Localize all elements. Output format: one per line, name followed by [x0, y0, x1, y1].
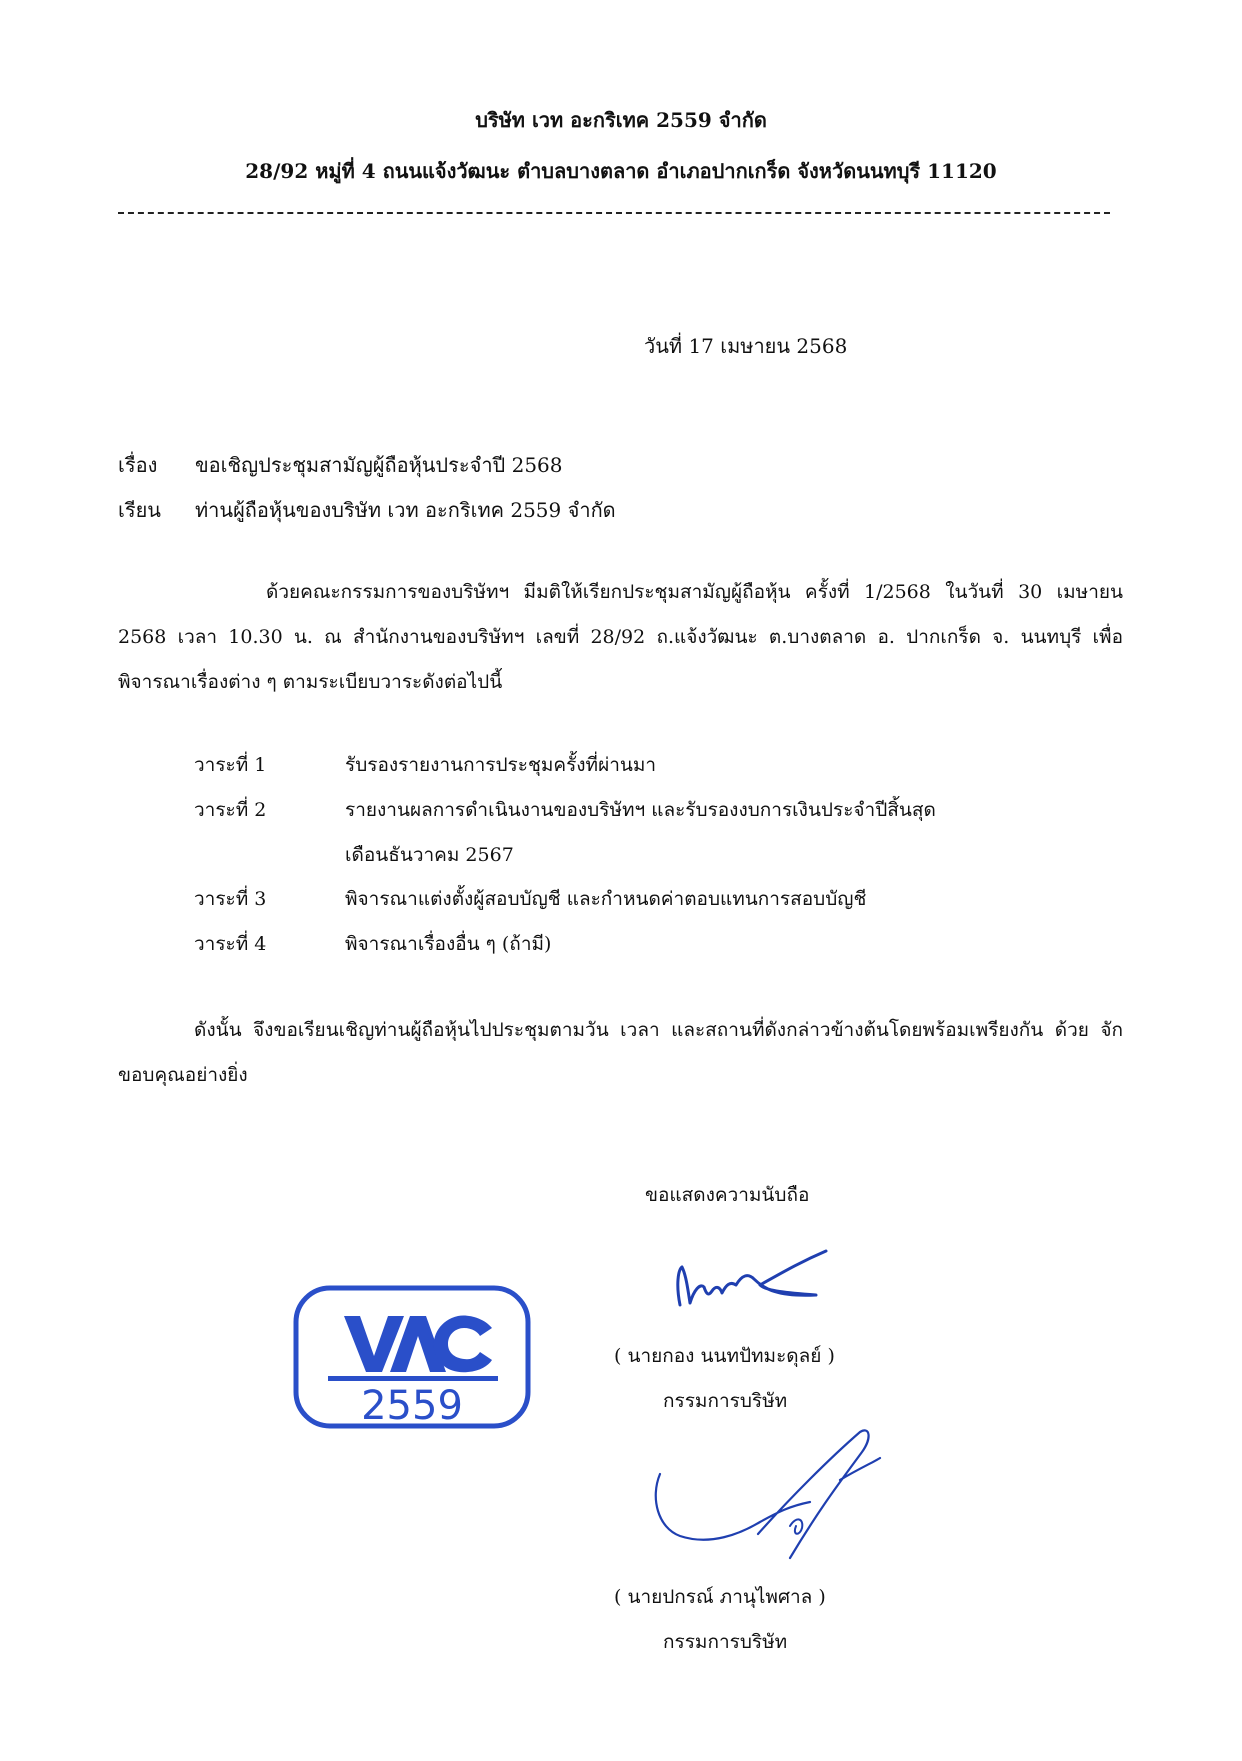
company-stamp — [292, 1284, 532, 1430]
closing-salutation: ขอแสดงความนับถือ — [645, 1184, 810, 1206]
agenda-text-continued: เดือนธันวาคม 2567 — [345, 844, 514, 866]
agenda-text: พิจารณาเรื่องอื่น ๆ (ถ้ามี) — [345, 933, 552, 955]
signer-2-title: กรรมการบริษัท — [663, 1631, 788, 1653]
invitation-paragraph: ด้วยคณะกรรมการของบริษัทฯ มีมติให้เรียกประชุมสามัญผู้ถือหุ้น ครั้งที่ 1/2568 ในวันที่ 30 เมษายน 2568 เวลา 10.30 น. ณ สำนักงานของบริษัทฯ เลขที่ 28/92 ถ.แจ้งวัฒนะ ต.บางตลาด อ. ปากเกร็ด จ. นนทบุรี เพื่อพิจารณาเรื่องต่าง ๆ ตามระเบียบวาระดังต่อไปนี้ — [118, 581, 1123, 693]
signer-2-name: ( นายปกรณ์ ภานุไพศาล ) — [614, 1586, 826, 1608]
agenda-text: รายงานผลการดำเนินงานของบริษัทฯ และรับรองงบการเงินประจำปีสิ้นสุด — [345, 799, 936, 821]
company-name: บริษัท เวท อะกริเทค 2559 จำกัด — [475, 108, 767, 132]
recipient-value: ท่านผู้ถือหุ้นของบริษัท เวท อะกริเทค 2559 จำกัด — [195, 498, 616, 522]
stamp-number: 2559 — [361, 1383, 463, 1429]
subject-value: ขอเชิญประชุมสามัญผู้ถือหุ้นประจำปี 2568 — [195, 453, 563, 477]
signature-1 — [668, 1245, 838, 1325]
signer-1-name: ( นายกอง นนทปัทมะดุลย์ ) — [614, 1345, 835, 1367]
agenda-number: วาระที่ 1 — [194, 754, 267, 776]
letter-date: วันที่ 17 เมษายน 2568 — [644, 334, 848, 358]
agenda-text: พิจารณาแต่งตั้งผู้สอบบัญชี และกำหนดค่าตอบแทนการสอบบัญชี — [345, 888, 867, 910]
subject-label: เรื่อง — [118, 453, 158, 477]
closing-paragraph: ดังนั้น จึงขอเรียนเชิญท่านผู้ถือหุ้นไปประชุมตามวัน เวลา และสถานที่ดังกล่าวข้างต้นโดยพร้อมเพรียงกัน ด้วย จักขอบคุณอย่างยิ่ง — [118, 1019, 1123, 1086]
company-address: 28/92 หมู่ที่ 4 ถนนแจ้งวัฒนะ ตำบลบางตลาด อำเภอปากเกร็ด จังหวัดนนทบุรี 11120 — [245, 159, 997, 183]
agenda-text: รับรองรายงานการประชุมครั้งที่ผ่านมา — [345, 754, 657, 776]
recipient-label: เรียน — [118, 498, 161, 522]
signer-1-title: กรรมการบริษัท — [663, 1390, 788, 1412]
signature-2 — [640, 1418, 900, 1568]
agenda-number: วาระที่ 3 — [194, 888, 267, 910]
agenda-number: วาระที่ 4 — [194, 933, 267, 955]
agenda-number: วาระที่ 2 — [194, 799, 267, 821]
header-divider — [118, 212, 1110, 214]
